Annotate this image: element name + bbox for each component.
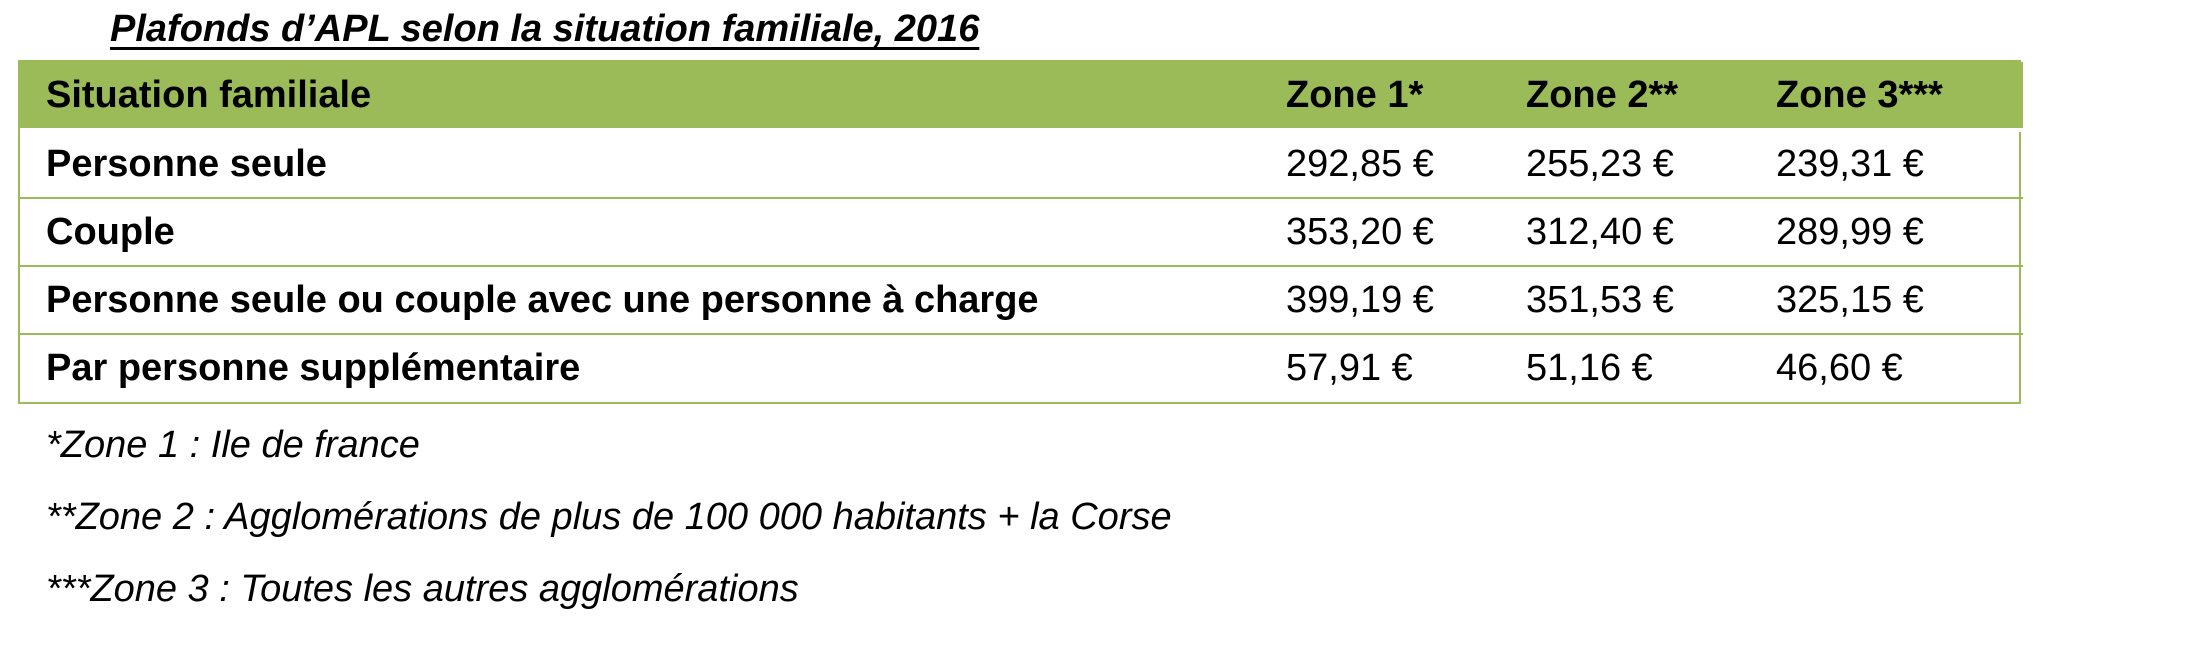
table-row bbox=[20, 266, 2023, 334]
cell-zone-2: 51,16 € bbox=[1526, 347, 1653, 389]
footnote-zone-1: *Zone 1 : Ile de france bbox=[46, 424, 420, 466]
cell-zone-1: 292,85 € bbox=[1286, 143, 1434, 185]
cell-zone-3: 289,99 € bbox=[1776, 210, 1924, 253]
table-row bbox=[20, 198, 2023, 266]
table-header-row bbox=[20, 62, 2023, 130]
cell-zone-1: 399,19 € bbox=[1286, 278, 1434, 321]
cell-zone-3: 46,60 € bbox=[1776, 347, 1903, 389]
row-label: Par personne supplémentaire bbox=[46, 347, 581, 389]
cell-zone-2: 312,40 € bbox=[1526, 210, 1674, 253]
header-zone-3: Zone 3*** bbox=[1770, 62, 2023, 130]
cell-zone-1: 353,20 € bbox=[1286, 210, 1434, 253]
footnote-zone-2: **Zone 2 : Agglomérations de plus de 100 000 habitants + la Corse bbox=[46, 496, 1172, 538]
header-situation-familiale: Situation familiale bbox=[20, 62, 1280, 130]
header-zone-2: Zone 2** bbox=[1520, 62, 1770, 130]
footnotes bbox=[46, 420, 1172, 636]
cell-zone-2: 351,53 € bbox=[1526, 278, 1674, 321]
table-row bbox=[20, 130, 2023, 198]
cell-zone-1: 57,91 € bbox=[1286, 347, 1413, 389]
header-zone-1: Zone 1* bbox=[1280, 62, 1520, 130]
page-title: Plafonds d’APL selon la situation familiale, 2016 bbox=[110, 8, 980, 50]
row-label: Couple bbox=[46, 210, 175, 253]
row-label: Personne seule bbox=[46, 143, 327, 185]
footnote-zone-3: ***Zone 3 : Toutes les autres agglomérations bbox=[46, 568, 799, 610]
cell-zone-3: 239,31 € bbox=[1776, 143, 1924, 185]
table-row bbox=[20, 334, 2023, 402]
cell-zone-2: 255,23 € bbox=[1526, 143, 1674, 185]
data-table bbox=[20, 62, 2023, 402]
row-label: Personne seule ou couple avec une personne à charge bbox=[46, 278, 1039, 321]
apl-ceilings-table bbox=[18, 60, 2021, 404]
cell-zone-3: 325,15 € bbox=[1776, 278, 1924, 321]
